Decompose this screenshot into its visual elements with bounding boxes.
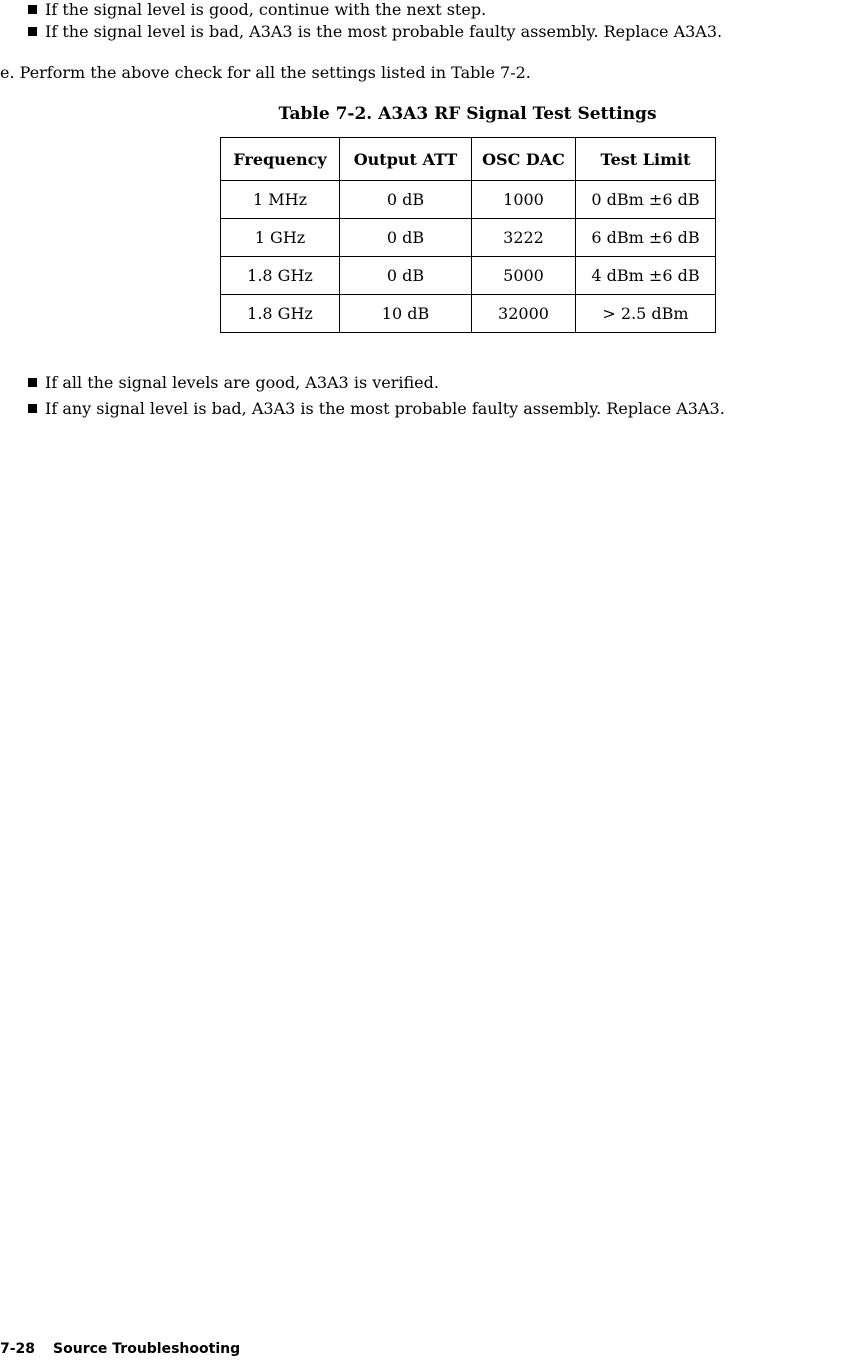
column-header-frequency: Frequency [221, 138, 340, 181]
page-footer [0, 1341, 240, 1357]
cell-test-limit: > 2.5 dBm [576, 295, 716, 333]
cell-output-att: 10 dB [340, 295, 472, 333]
column-header-output-att: Output ATT [340, 138, 472, 181]
cell-output-att: 0 dB [340, 219, 472, 257]
column-header-test-limit: Test Limit [576, 138, 716, 181]
bullet-item [28, 373, 439, 393]
cell-output-att: 0 dB [340, 257, 472, 295]
bullet-item [28, 22, 722, 42]
cell-test-limit: 4 dBm ±6 dB [576, 257, 716, 295]
cell-osc-dac: 32000 [472, 295, 576, 333]
section-title: Source Troubleshooting [53, 1341, 241, 1357]
cell-frequency: 1 MHz [221, 181, 340, 219]
bullet-text: If all the signal levels are good, A3A3 is verified. [45, 373, 439, 392]
bullet-icon [28, 27, 37, 36]
table-row [221, 295, 716, 333]
bullet-item [28, 0, 486, 20]
bullet-icon [28, 378, 37, 387]
bullet-text: If any signal level is bad, A3A3 is the most probable faulty assembly. Replace A3A3. [45, 399, 725, 418]
cell-osc-dac: 1000 [472, 181, 576, 219]
cell-frequency: 1.8 GHz [221, 295, 340, 333]
table-row [221, 219, 716, 257]
cell-test-limit: 0 dBm ±6 dB [576, 181, 716, 219]
test-settings-table [220, 137, 716, 333]
cell-test-limit: 6 dBm ±6 dB [576, 219, 716, 257]
table-row [221, 181, 716, 219]
table-row [221, 257, 716, 295]
cell-frequency: 1 GHz [221, 219, 340, 257]
column-header-osc-dac: OSC DAC [472, 138, 576, 181]
bullet-text: If the signal level is bad, A3A3 is the most probable faulty assembly. Replace A3A3. [45, 22, 723, 41]
cell-osc-dac: 3222 [472, 219, 576, 257]
bullet-icon [28, 404, 37, 413]
bullet-icon [28, 5, 37, 14]
bullet-item [28, 399, 725, 419]
table-header-row [221, 138, 716, 181]
step-e-text: e. Perform the above check for all the settings listed in Table 7-2. [0, 63, 531, 82]
bullet-text: If the signal level is good, continue with the next step. [45, 0, 487, 19]
cell-output-att: 0 dB [340, 181, 472, 219]
page-number: 7-28 [0, 1341, 36, 1357]
cell-osc-dac: 5000 [472, 257, 576, 295]
cell-frequency: 1.8 GHz [221, 257, 340, 295]
table-caption: Table 7-2. A3A3 RF Signal Test Settings [278, 104, 657, 124]
